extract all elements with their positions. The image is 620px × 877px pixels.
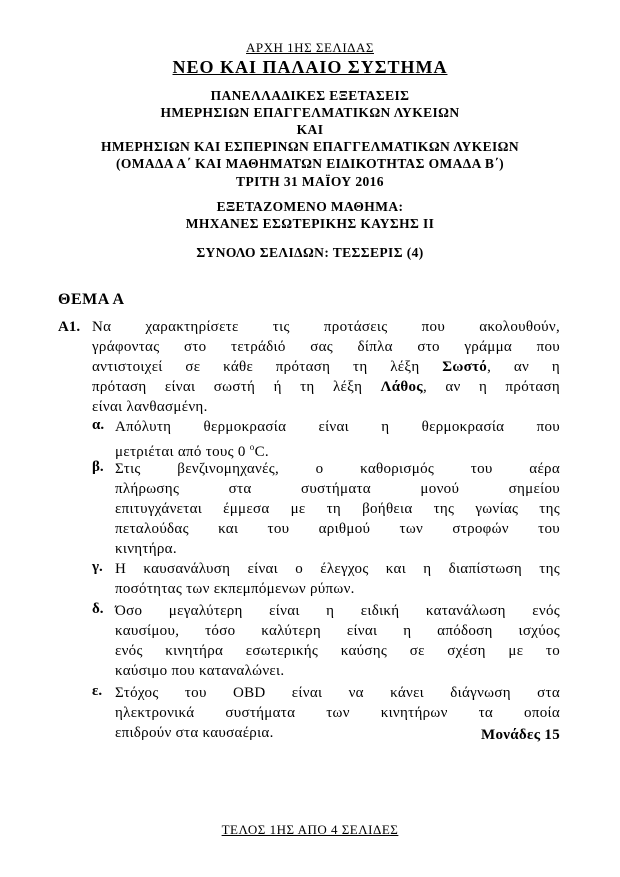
option-text-line: Η καυσανάλυση είναι ο έλεγχος και η διαπίστωση της (115, 561, 560, 577)
exam-date: ΤΡΙΤΗ 31 ΜΑΪΟΥ 2016 (236, 174, 384, 189)
exam-heading-line: ΚΑΙ (296, 122, 324, 137)
subject-label: ΕΞΕΤΑΖΟΜΕΝΟ ΜΑΘΗΜΑ: (216, 199, 404, 214)
option-letter: ε. (92, 683, 103, 699)
option-letter: δ. (92, 601, 104, 617)
question-text-line: είναι λανθασμένη. (92, 399, 208, 415)
exam-heading-line: ΗΜΕΡΗΣΙΩΝ ΚΑΙ ΕΣΠΕΡΙΝΩΝ ΕΠΑΓΓΕΛΜΑΤΙΚΩΝ ΛΥΚΕΙΩΝ (100, 139, 520, 154)
option-letter: β. (92, 459, 104, 475)
keyword-correct: Σωστό (442, 359, 488, 375)
option-text-line: Όσο μεγαλύτερη είναι η ειδική κατανάλωση ενός (115, 603, 560, 619)
option-text-line: Στις βενζινομηχανές, ο καθορισμός του αέρα (115, 461, 560, 477)
question-text-line: πρόταση είναι σωστή ή τη λέξη Λάθος, αν η πρόταση (92, 379, 561, 395)
question-text-line: γράφοντας στο τετράδιό σας δίπλα στο γράμμα που (92, 339, 560, 355)
theme-title: ΘΕΜΑ Α (58, 291, 125, 308)
option-text-line: πεταλούδας και του αριθμού των στροφών του (115, 521, 560, 537)
option-text-line: επιτυγχάνεται έμμεσα με τη βοήθεια της γωνίας της (115, 501, 560, 517)
option-letter: α. (92, 417, 105, 433)
system-title: ΝΕΟ ΚΑΙ ΠΑΛΑΙΟ ΣΥΣΤΗΜΑ (172, 57, 448, 77)
option-text-line: Απόλυτη θερμοκρασία είναι η θερμοκρασία που (115, 419, 560, 435)
page-start-marker: ΑΡΧΗ 1ΗΣ ΣΕΛΙΔΑΣ (246, 40, 374, 55)
question-text-line: αντιστοιχεί σε κάθε πρόταση τη λέξη Σωστό, αν η (92, 359, 560, 375)
question-label: Α1. (58, 319, 81, 335)
keyword-wrong: Λάθος (380, 379, 423, 395)
option-text-line: Στόχος του OBD είναι να κάνει διάγνωση στα (115, 685, 560, 701)
option-text-line: πλήρωσης στα συστήματα μονού σημείου (115, 481, 560, 497)
option-text-line: ποσότητας των εκπεμπόμενων ρύπων. (115, 581, 355, 597)
option-text-line: επιδρούν στα καυσαέρια. (115, 725, 274, 741)
exam-heading-line: (ΟΜΑΔΑ Α΄ ΚΑΙ ΜΑΘΗΜΑΤΩΝ ΕΙΔΙΚΟΤΗΤΑΣ ΟΜΑΔΑ Β΄) (115, 156, 505, 171)
option-text-line: κινητήρα. (115, 541, 177, 557)
total-pages: ΣΥΝΟΛΟ ΣΕΛΙΔΩΝ: ΤΕΣΣΕΡΙΣ (4) (196, 245, 424, 260)
option-text-line: μετριέται από τους 0 $^o$C. (115, 442, 269, 460)
subject-name: ΜΗΧΑΝΕΣ ΕΣΩΤΕΡΙΚΗΣ ΚΑΥΣΗΣ ΙΙ (185, 216, 435, 231)
marks-label: Μονάδες 15 (480, 727, 560, 743)
exam-heading-line: ΠΑΝΕΛΛΑΔΙΚΕΣ ΕΞΕΤΑΣΕΙΣ (210, 88, 410, 103)
option-text-line: ενός κινητήρα εσωτερικής καύσης σε σχέση με το (115, 643, 560, 659)
degree-superscript: o (249, 442, 255, 452)
exam-heading-line: ΗΜΕΡΗΣΙΩΝ ΕΠΑΓΓΕΛΜΑΤΙΚΩΝ ΛΥΚΕΙΩΝ (160, 105, 460, 120)
option-letter: γ. (92, 559, 103, 575)
option-text-line: καυσίμου, τόσο καλύτερη είναι η απόδοση ισχύος (115, 623, 560, 639)
question-text-line: Να χαρακτηρίσετε τις προτάσεις που ακολουθούν, (92, 319, 560, 335)
page-end-marker: ΤΕΛΟΣ 1ΗΣ ΑΠΟ 4 ΣΕΛΙΔΕΣ (221, 822, 399, 837)
option-text-line: ηλεκτρονικά συστήματα των κινητήρων τα οποία (115, 705, 560, 721)
option-text-line: καύσιμο που καταναλώνει. (115, 663, 285, 679)
